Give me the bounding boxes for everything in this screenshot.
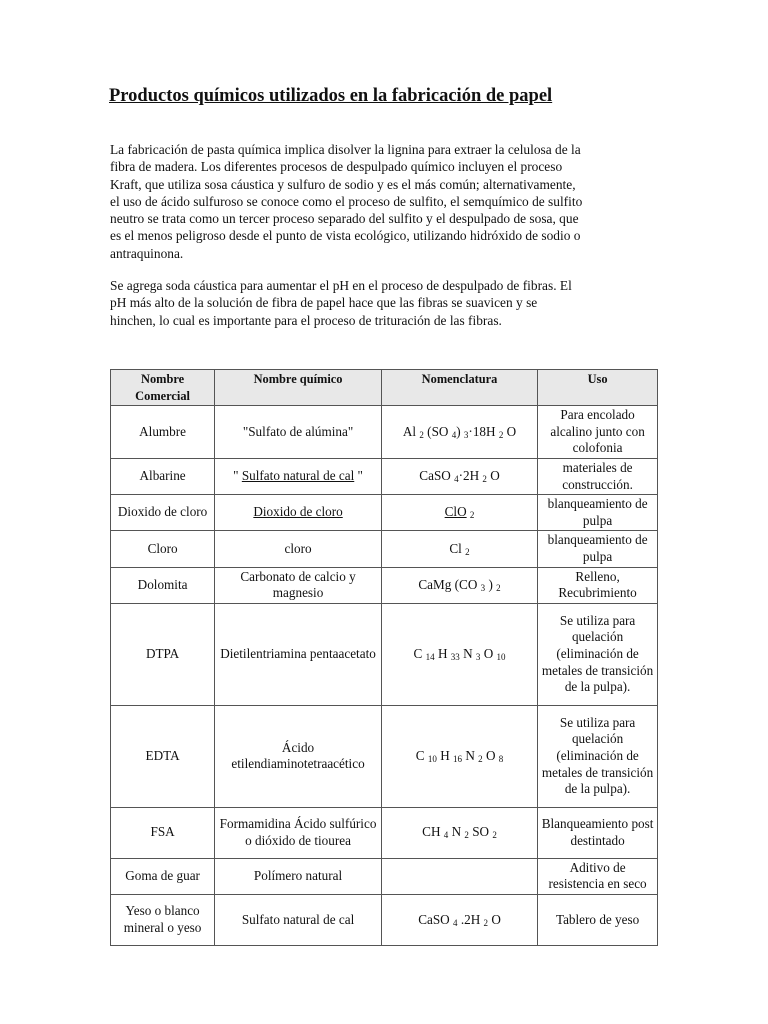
chemicals-table: [110, 369, 658, 946]
formula-cell: CaSO $_4$·2H $_2$ O: [381, 458, 537, 494]
table-row: [111, 458, 658, 494]
document-title: Productos químicos utilizados en la fabricación de papel: [109, 86, 553, 106]
header-trade-name: Nombre Comercial: [111, 370, 215, 406]
formula-cell: ClO $_2$: [381, 495, 537, 531]
use-cell: blanqueamiento de pulpa: [538, 531, 658, 567]
trade-name-cell: Albarine: [111, 458, 215, 494]
use-cell: Blanqueamiento post destintado: [538, 807, 658, 858]
chemical-name-cell: Dietilentriamina pentaacetato: [215, 603, 382, 705]
trade-name-cell: DTPA: [111, 603, 215, 705]
formula-cell: CaMg (CO $_3$ ) $_2$: [381, 567, 537, 603]
clo2-link[interactable]: ClO: [444, 504, 467, 520]
intro-paragraph: La fabricación de pasta química implica disolver la lignina para extraer la celulosa de la fibra de madera. Los diferentes procesos de despulpado químico incluyen el proceso Kraft, que utiliza sosa cáustica y sulfuro de sodio y es el más común; alternativamente, el uso de ácido sulfuroso se conoce como el proceso de sulfito, el semquímico de sulfito neutro se trata como un tercer proceso separado del sulfito y el despulpado de sosa, que es el menos peligroso desde el punto de vista ecológico, utilizando hidróxido de sodio o antraquinona.: [110, 142, 583, 261]
table-row: [111, 807, 658, 858]
chemical-name-cell: Ácido etilendiaminotetraacético: [215, 705, 382, 807]
table-row: [111, 894, 658, 945]
chemical-name-cell: "Sulfato de alúmina": [215, 406, 382, 459]
trade-name-cell: EDTA: [111, 705, 215, 807]
table-row: [111, 495, 658, 531]
formula-cell: CaSO $_4$ .2H $_2$ O: [381, 894, 537, 945]
formula-cell: Cl $_2$: [381, 531, 537, 567]
header-chemical-name: Nombre químico: [215, 370, 382, 406]
table-row: [111, 406, 658, 459]
caustic-soda-paragraph: Se agrega soda cáustica para aumentar el pH en el proceso de despulpado de fibras. El pH más alto de la solución de fibra de papel hace que las fibras se suavicen y se hinchen, lo cual es importante para el proceso de trituración de las fibras.: [110, 278, 572, 328]
chemical-name-cell: Formamidina Ácido sulfúrico o dióxido de tiourea: [215, 807, 382, 858]
chemical-name-cell: Carbonato de calcio y magnesio: [215, 567, 382, 603]
trade-name-cell: FSA: [111, 807, 215, 858]
formula-cell: C $_{14}$ H $_{33}$ N $_3$ O $_{10}$: [381, 603, 537, 705]
trade-name-cell: Dolomita: [111, 567, 215, 603]
dioxido-de-cloro-link[interactable]: Dioxido de cloro: [253, 504, 343, 520]
sulfato-natural-de-cal-link[interactable]: Sulfato natural de cal: [241, 468, 355, 484]
formula-cell: C $_{10}$ H $_{16}$ N $_2$ O $_8$: [381, 705, 537, 807]
trade-name-cell: Yeso o blanco mineral o yeso: [111, 894, 215, 945]
chemical-name-cell: Sulfato natural de cal: [215, 894, 382, 945]
trade-name-cell: Goma de guar: [111, 858, 215, 894]
table-header-row: [111, 370, 658, 406]
formula-cell: CH $_4$ N $_2$ SO $_2$: [381, 807, 537, 858]
use-cell: Tablero de yeso: [538, 894, 658, 945]
trade-name-cell: Dioxido de cloro: [111, 495, 215, 531]
trade-name-cell: Alumbre: [111, 406, 215, 459]
use-cell: Para encolado alcalino junto con colofonia: [538, 406, 658, 459]
chemical-name-cell: " Sulfato natural de cal ": [215, 458, 382, 494]
header-use: Uso: [538, 370, 658, 406]
use-cell: materiales de construcción.: [538, 458, 658, 494]
use-cell: blanqueamiento de pulpa: [538, 495, 658, 531]
formula-cell: [381, 858, 537, 894]
chemical-name-cell: Polímero natural: [215, 858, 382, 894]
trade-name-cell: Cloro: [111, 531, 215, 567]
formula-cell: Al $_2$ (SO $_4$) $_3$·18H $_2$ O: [381, 406, 537, 459]
use-cell: Se utiliza para quelación (eliminación de metales de transición de la pulpa).: [538, 705, 658, 807]
table-row: [111, 567, 658, 603]
table-row: [111, 531, 658, 567]
table-row: [111, 705, 658, 807]
chemical-name-cell: cloro: [215, 531, 382, 567]
table-row: [111, 603, 658, 705]
chemical-name-cell: [215, 495, 382, 531]
header-nomenclature: Nomenclatura: [381, 370, 537, 406]
use-cell: Relleno, Recubrimiento: [538, 567, 658, 603]
table-row: [111, 858, 658, 894]
use-cell: Aditivo de resistencia en seco: [538, 858, 658, 894]
use-cell: Se utiliza para quelación (eliminación de metales de transición de la pulpa).: [538, 603, 658, 705]
